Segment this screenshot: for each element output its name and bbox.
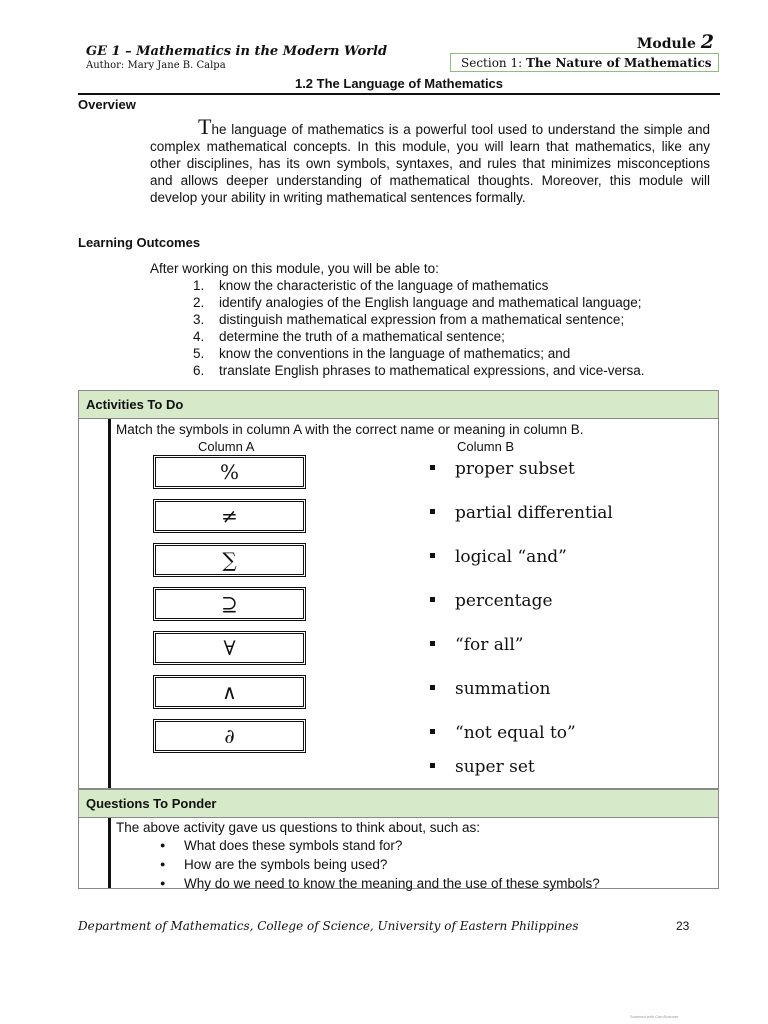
column-b-text: “not equal to” (455, 723, 576, 743)
square-bullet-icon (430, 509, 435, 514)
questions-inner-rule (108, 818, 111, 888)
column-a-label: Column A (198, 439, 255, 454)
column-b-item (430, 459, 575, 479)
outcome-text: know the characteristic of the language of mathematics (219, 278, 549, 293)
column-b-item (430, 635, 523, 655)
square-bullet-icon (430, 553, 435, 558)
square-bullet-icon (430, 729, 435, 734)
section-box (450, 53, 719, 72)
column-b-item (430, 547, 567, 567)
column-b-item (430, 723, 576, 743)
square-bullet-icon (430, 685, 435, 690)
column-b-text: summation (455, 679, 551, 699)
outcome-item (193, 277, 644, 294)
questions-list (160, 837, 600, 894)
symbol-box-for-all: ∀ (153, 631, 306, 665)
outcome-number: 4. (193, 329, 205, 344)
course-title: GE 1 – Mathematics in the Modern World (86, 44, 388, 59)
symbol-box-not-equal: ≠ (153, 499, 306, 533)
outcome-item (193, 362, 644, 379)
question-item: ● What does these symbols stand for? (160, 837, 600, 856)
symbol-box-percent: % (153, 455, 306, 489)
learning-outcomes-heading: Learning Outcomes (78, 235, 201, 250)
overview-paragraph (150, 114, 710, 206)
learning-outcomes-list (193, 277, 644, 379)
module-label (637, 31, 714, 53)
questions-intro: The above activity gave us questions to think about, such as: (116, 820, 480, 835)
overview-dropcap: T (198, 114, 212, 139)
scanner-mark: Scanned with CamScanner (630, 1014, 679, 1019)
section-prefix: Section 1: (461, 56, 523, 70)
outcome-text: determine the truth of a mathematical sentence; (219, 329, 505, 344)
match-instruction: Match the symbols in column A with the correct name or meaning in column B. (116, 422, 584, 437)
symbol-box-partial: ∂ (153, 719, 306, 753)
column-b-text: super set (455, 757, 535, 777)
outcome-number: 3. (193, 312, 205, 327)
overview-text: he language of mathematics is a powerful tool used to understand the simple and complex mathematical concepts. In this module, you will learn that mathematics, like any other disciplines, has its own symbols, syntaxes, and rules that minimizes misconceptions and allows deeper understanding of mathematical thoughts. Moreover, this module will develop your ability in writing mathematical sentences formally. (150, 122, 710, 205)
column-b-text: percentage (455, 591, 553, 611)
footer-department: Department of Mathematics, College of Science, University of Eastern Philippines (78, 919, 579, 933)
symbol-box-logical-and: ∧ (153, 675, 306, 709)
symbol-box-sum: ∑ (153, 543, 306, 577)
square-bullet-icon (430, 597, 435, 602)
question-item: ● How are the symbols being used? (160, 856, 600, 875)
column-b-text: logical “and” (455, 547, 567, 567)
outcome-text: know the conventions in the language of mathematics; and (219, 346, 571, 361)
activities-inner-rule (108, 419, 111, 788)
overview-heading: Overview (78, 97, 136, 112)
column-b-label: Column B (457, 439, 515, 454)
outcome-text: translate English phrases to mathematical expressions, and vice-versa. (219, 363, 645, 378)
column-b-item (430, 503, 613, 523)
activities-heading: Activities To Do (78, 390, 719, 419)
column-b-text: proper subset (455, 459, 575, 479)
outcome-text: identify analogies of the English language and mathematical language; (219, 295, 642, 310)
square-bullet-icon (430, 763, 435, 768)
column-b-item (430, 757, 535, 777)
module-label-text: Module (636, 36, 696, 52)
course-author: Author: Mary Jane B. Calpa (86, 60, 226, 71)
lesson-title: 1.2 The Language of Mathematics (294, 76, 504, 91)
column-b-item (430, 591, 553, 611)
square-bullet-icon (430, 465, 435, 470)
outcome-text: distinguish mathematical expression from a mathematical sentence; (219, 312, 625, 327)
module-number: 2 (700, 31, 714, 53)
questions-heading: Questions To Ponder (78, 789, 719, 818)
learning-outcomes-intro: After working on this module, you will be able to: (150, 261, 439, 276)
outcome-number: 2. (193, 295, 205, 310)
page-number: 23 (676, 919, 690, 933)
outcome-item (193, 345, 644, 362)
header-rule (78, 93, 720, 95)
outcome-number: 6. (193, 363, 205, 378)
column-b-item (430, 679, 551, 699)
question-item: ● Why do we need to know the meaning and the use of these symbols? (160, 875, 600, 894)
symbol-box-superset: ⊇ (153, 587, 306, 621)
column-b-text: partial differential (455, 503, 613, 523)
outcome-number: 5. (193, 346, 205, 361)
column-b-text: “for all” (455, 635, 524, 655)
square-bullet-icon (430, 641, 435, 646)
section-title: The Nature of Mathematics (525, 56, 712, 70)
outcome-item (193, 328, 644, 345)
outcome-item (193, 311, 644, 328)
outcome-item (193, 294, 644, 311)
outcome-number: 1. (193, 278, 205, 293)
